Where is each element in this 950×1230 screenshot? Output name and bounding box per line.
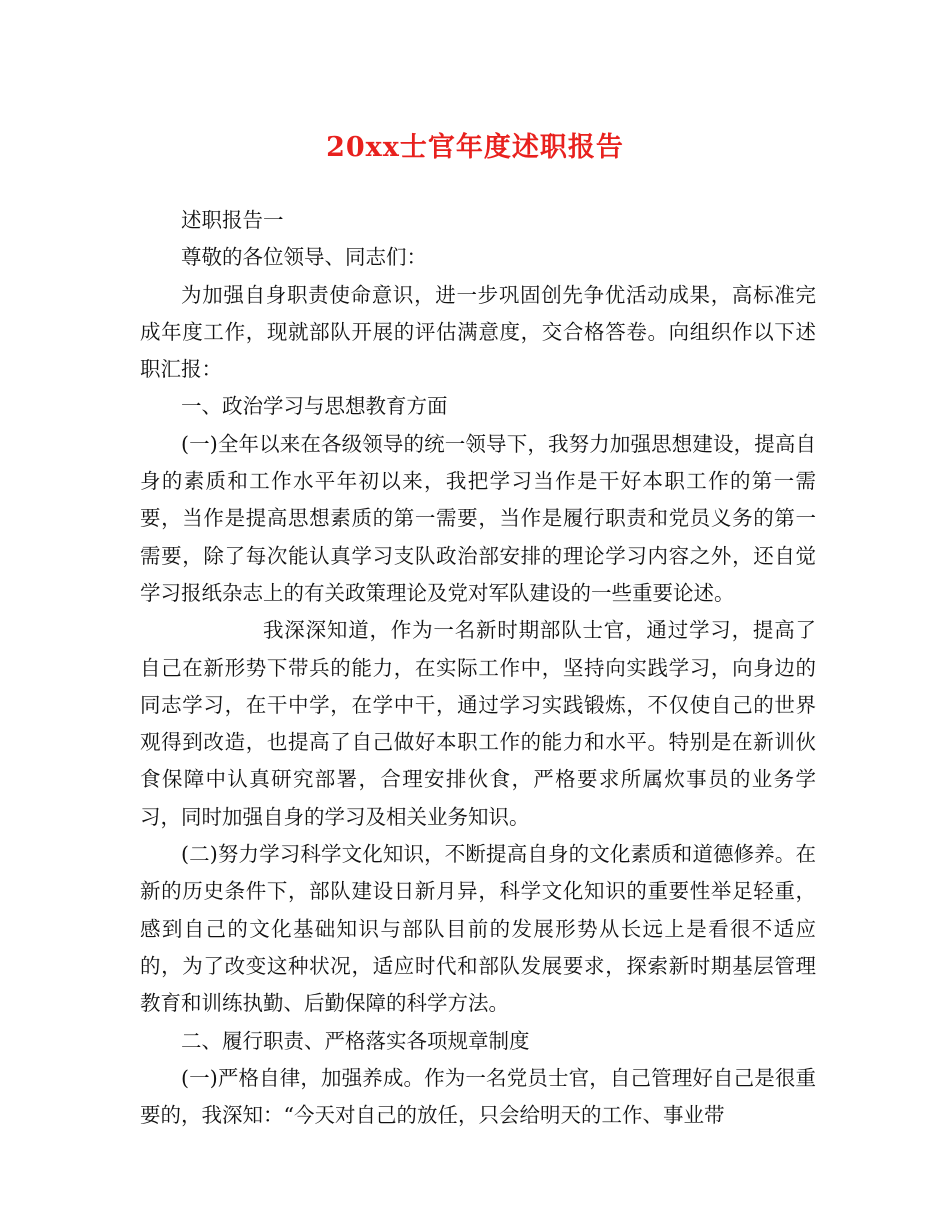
- paragraph-1-1-continued: 我深深知道，作为一名新时期部队士官，通过学习，提高了自己在新形势下带兵的能力，在实际工作中，坚持向实践学习，向身边的同志学习，在干中学，在学中干，通过学习实践锻炼，不仅使自己的世界观得到改造，也提高了自己做好本职工作的能力和水平。特别是在新训伙食保障中认真研究部署，合理安排伙食，严格要求所属炊事员的业务学习，同时加强自身的学习及相关业务知识。: [140, 618, 816, 829]
- paragraph-intro: 为加强自身职责使命意识，进一步巩固创先争优活动成果，高标准完成年度工作，现就部队开展的评估满意度，交合格答卷。向组织作以下述职汇报：: [140, 282, 816, 382]
- document-body: [140, 202, 816, 1134]
- paragraph-1-2: (二)努力学习科学文化知识，不断提高自身的文化素质和道德修养。在新的历史条件下，部队建设日新月异，科学文化知识的重要性举足轻重，感到自己的文化基础知识与部队目前的发展形势从长远上是看很不适应的，为了改变这种状况，适应时代和部队发展要求，探索新时期基层管理教育和训练执勤、后勤保障的科学方法。: [140, 842, 816, 1016]
- paragraph-salutation: 尊敬的各位领导、同志们：: [181, 245, 427, 270]
- section-heading-1: 一、政治学习与思想教育方面: [181, 394, 448, 419]
- document-title: 20xx士官年度述职报告: [326, 132, 624, 163]
- paragraph-1-1: (一)全年以来在各级领导的统一领导下，我努力加强思想建设，提高自身的素质和工作水平年初以来，我把学习当作是干好本职工作的第一需要，当作是提高思想素质的第一需要，当作是履行职责和党员义务的第一需要，除了每次能认真学习支队政治部安排的理论学习内容之外，还自觉学习报纸杂志上的有关政策理论及党对军队建设的一些重要论述。: [140, 431, 816, 605]
- section-heading-2: 二、履行职责、严格落实各项规章制度: [181, 1028, 530, 1053]
- paragraph-report-label: 述职报告一: [181, 208, 284, 232]
- paragraph-2-1: (一)严格自律，加强养成。作为一名党员士官，自己管理好自己是很重要的，我深知：“今天对自己的放任，只会给明天的工作、事业带: [140, 1065, 816, 1128]
